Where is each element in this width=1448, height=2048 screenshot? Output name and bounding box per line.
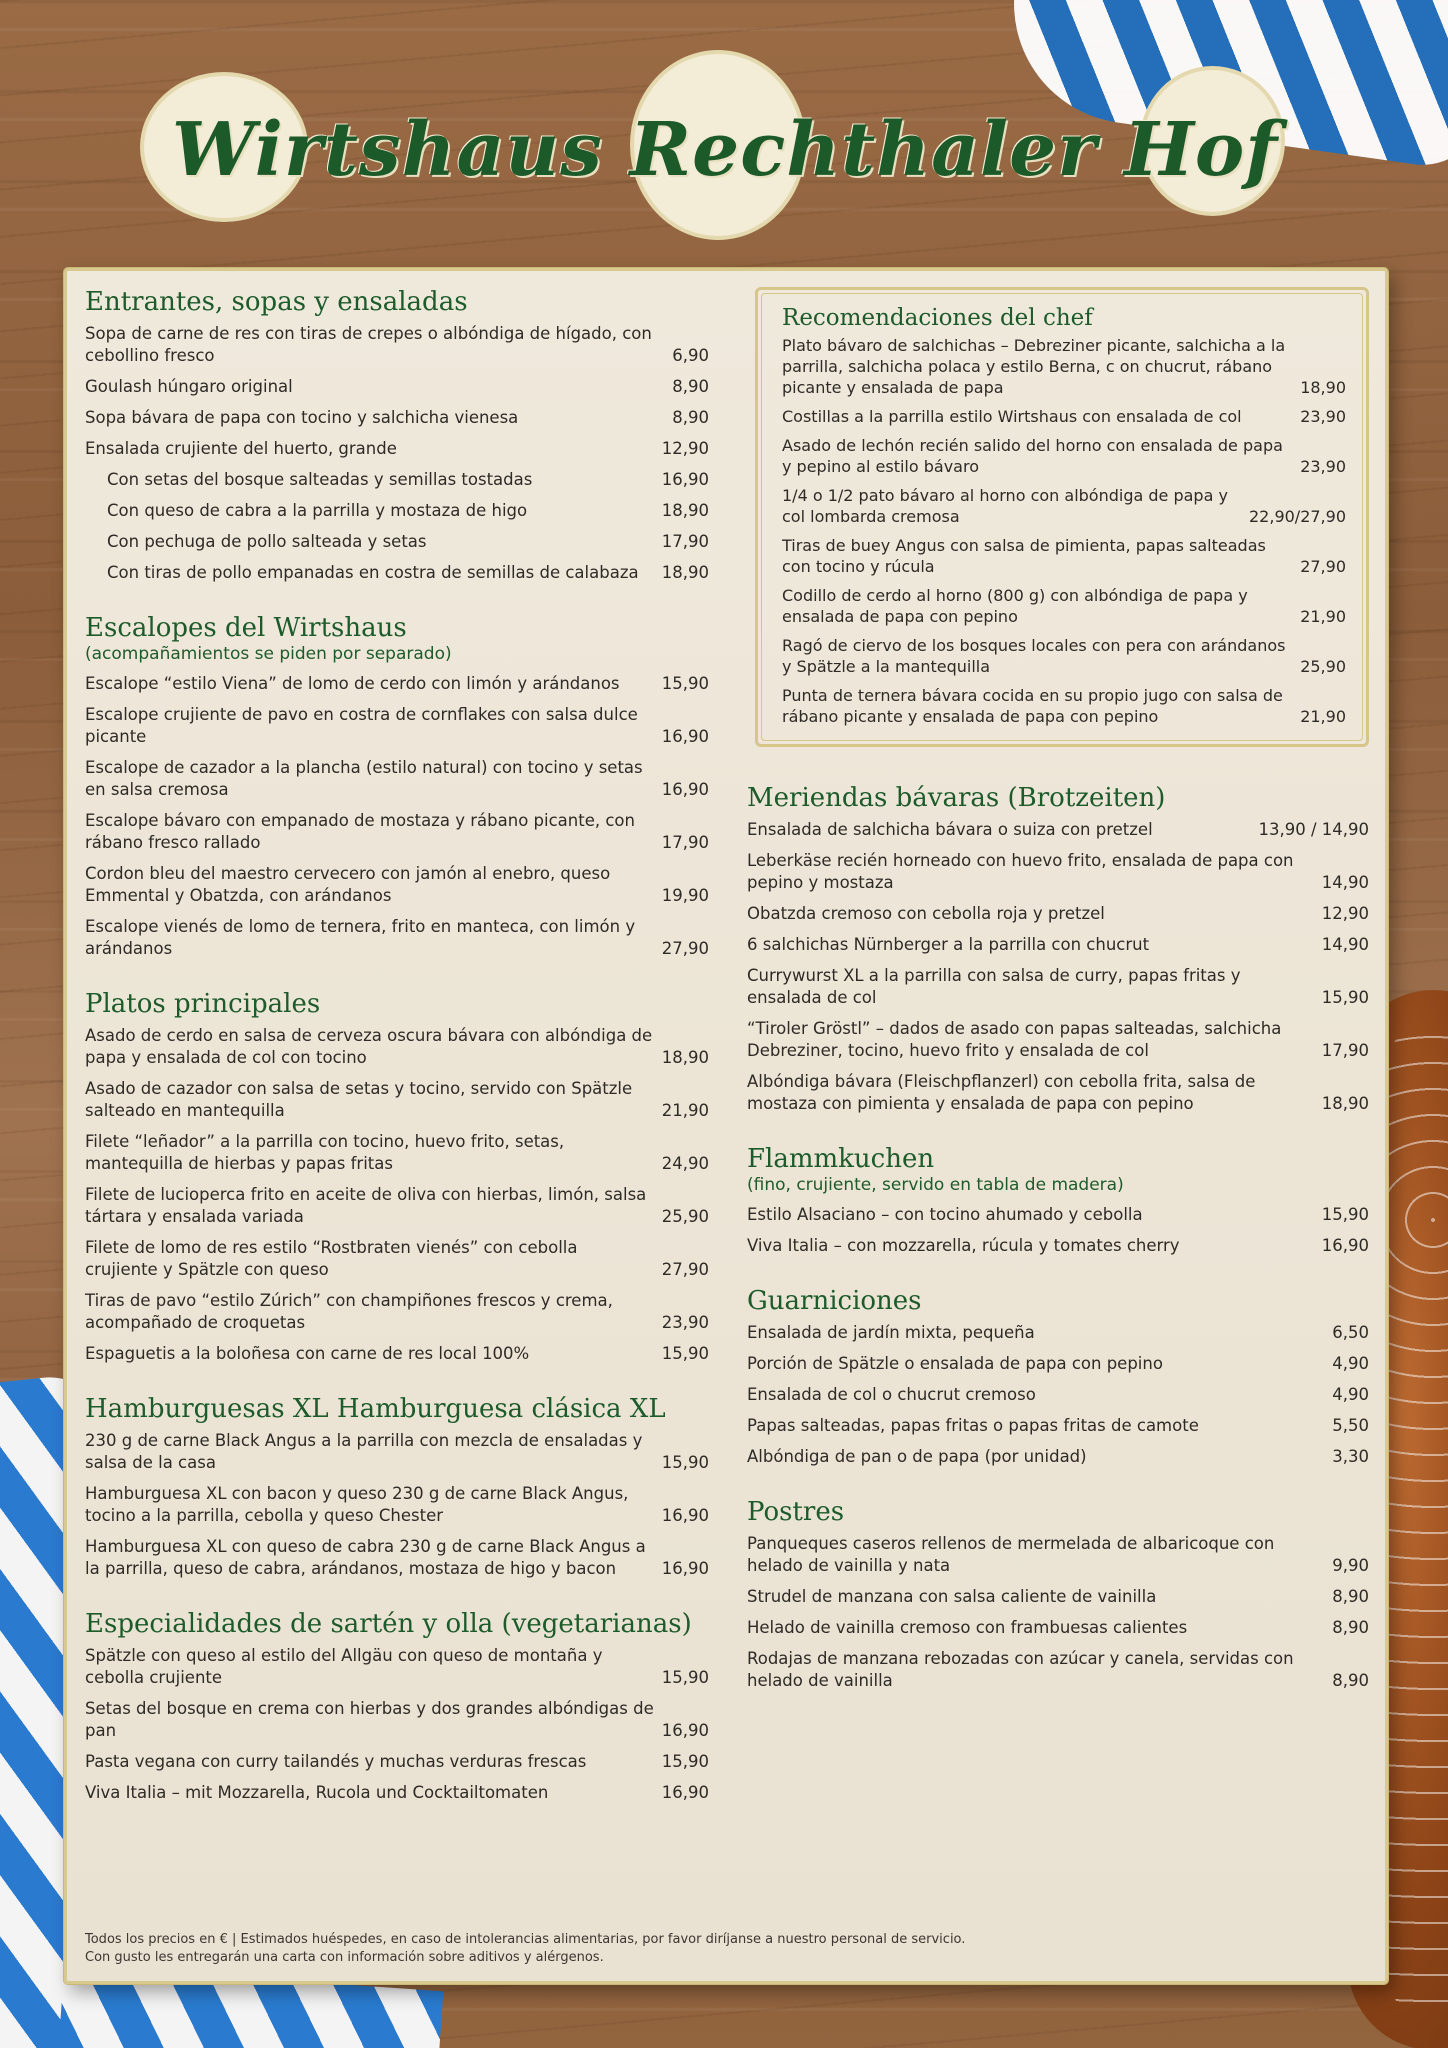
item-price: 12,90 <box>661 439 709 458</box>
menu-item <box>85 465 709 496</box>
footer-note <box>85 1931 1285 1967</box>
item-price: 19,90 <box>661 886 709 905</box>
item-description: Albóndiga de pan o de papa (por unidad) <box>747 1447 1087 1466</box>
menu-item <box>85 753 709 806</box>
menu-paper <box>64 268 1388 1984</box>
section-title: Platos principales <box>85 989 321 1019</box>
item-description: Setas del bosque en crema con hierbas y dos grandes albóndigas de pan <box>85 1699 654 1740</box>
item-price: 21,90 <box>661 1101 709 1120</box>
menu-item <box>747 1529 1369 1582</box>
section-title: Entrantes, sopas y ensaladas <box>85 287 468 317</box>
menu-item <box>747 1613 1369 1644</box>
item-description: Filete “leñador” a la parrilla con tocino, huevo frito, setas, mantequilla de hierbas y papas fritas <box>85 1132 565 1173</box>
menu-section <box>747 1284 1369 1473</box>
menu-item <box>85 496 709 527</box>
footer-line: Con gusto les entregarán una carta con información sobre aditivos y alérgenos. <box>85 1950 604 1965</box>
menu-item <box>85 372 709 403</box>
menu-item <box>85 700 709 753</box>
item-price: 13,90 / 14,90 <box>1258 820 1369 839</box>
left-column <box>85 285 709 1809</box>
item-price: 16,90 <box>661 1783 709 1802</box>
item-description: Ensalada de col o chucrut cremoso <box>747 1385 1036 1404</box>
item-description: Albóndiga bávara (Fleischpflanzerl) con cebolla frita, salsa de mostaza con pimienta y ensalada de papa con pepino <box>747 1072 1256 1113</box>
chef-recommendations-box <box>755 287 1369 747</box>
menu-item <box>85 1778 709 1809</box>
menu-item <box>85 806 709 859</box>
item-description: Ragó de ciervo de los bosques locales con pera con arándanos y Spätzle a la mantequilla <box>782 636 1286 676</box>
section-title: Recomendaciones del chef <box>782 305 1093 331</box>
item-price: 23,90 <box>1300 457 1346 476</box>
menu-item <box>85 527 709 558</box>
menu-item <box>782 582 1346 632</box>
menu-item <box>85 1339 709 1370</box>
menu-section <box>85 611 709 965</box>
item-description: Ensalada crujiente del huerto, grande <box>85 439 397 458</box>
item-price: 5,50 <box>1332 1416 1369 1435</box>
item-description: Viva Italia – con mozzarella, rúcula y tomates cherry <box>747 1236 1180 1255</box>
item-description: Obatzda cremoso con cebolla roja y pretzel <box>747 904 1105 923</box>
item-description: Asado de cerdo en salsa de cerveza oscura bávara con albóndiga de papa y ensalada de col con tocino <box>85 1026 653 1067</box>
item-price: 16,90 <box>661 780 709 799</box>
item-description: Spätzle con queso al estilo del Allgäu con queso de montaña y cebolla crujiente <box>85 1646 603 1687</box>
item-description: Viva Italia – mit Mozzarella, Rucola und Cocktailtomaten <box>85 1783 549 1802</box>
item-price: 15,90 <box>1321 988 1369 1007</box>
menu-item <box>85 319 709 372</box>
menu-item <box>782 682 1346 732</box>
item-description: Sopa bávara de papa con tocino y salchicha vienesa <box>85 408 519 427</box>
menu-item <box>85 1479 709 1532</box>
menu-item <box>747 899 1369 930</box>
section-gap <box>85 965 709 987</box>
item-price: 27,90 <box>661 1260 709 1279</box>
item-description: Asado de lechón recién salido del horno con ensalada de papa y pepino al estilo bávaro <box>782 436 1283 476</box>
menu-item <box>85 669 709 700</box>
item-description: Con tiras de pollo empanadas en costra de semillas de calabaza <box>107 563 639 582</box>
item-price: 8,90 <box>672 408 709 427</box>
item-description: Escalope bávaro con empanado de mostaza y rábano picante, con rábano fresco rallado <box>85 811 635 852</box>
item-price: 8,90 <box>672 377 709 396</box>
section-title: Flammkuchen <box>747 1144 935 1174</box>
item-description: Estilo Alsaciano – con tocino ahumado y cebolla <box>747 1205 1143 1224</box>
menu-item <box>747 1200 1369 1231</box>
section-gap <box>747 1473 1369 1495</box>
item-description: Rodajas de manzana rebozadas con azúcar y canela, servidas con helado de vainilla <box>747 1649 1294 1690</box>
menu-item <box>85 1747 709 1778</box>
item-price: 6,50 <box>1332 1323 1369 1342</box>
section-title: Escalopes del Wirtshaus <box>85 613 407 643</box>
item-price: 18,90 <box>661 563 709 582</box>
item-price: 12,90 <box>1321 904 1369 923</box>
menu-item <box>747 846 1369 899</box>
item-price: 8,90 <box>1332 1618 1369 1637</box>
menu-item <box>747 1318 1369 1349</box>
menu-item <box>782 332 1346 403</box>
item-price: 17,90 <box>1321 1041 1369 1060</box>
right-sections <box>747 781 1369 1697</box>
item-price: 24,90 <box>661 1154 709 1173</box>
menu-item <box>747 1231 1369 1262</box>
item-price: 23,90 <box>661 1313 709 1332</box>
section-subtitle: (acompañamientos se piden por separado) <box>85 644 452 664</box>
item-description: Tiras de buey Angus con salsa de pimienta, papas salteadas con tocino y rúcula <box>782 536 1266 576</box>
section-gap <box>747 1120 1369 1142</box>
item-price: 21,90 <box>1300 607 1346 626</box>
item-description: Papas salteadas, papas fritas o papas fritas de camote <box>747 1416 1199 1435</box>
menu-item <box>782 403 1346 432</box>
right-column <box>747 285 1369 1697</box>
menu-item <box>782 532 1346 582</box>
menu-item <box>747 1411 1369 1442</box>
item-price: 14,90 <box>1321 935 1369 954</box>
menu-item <box>85 1021 709 1074</box>
item-price: 9,90 <box>1332 1556 1369 1575</box>
item-price: 16,90 <box>661 1721 709 1740</box>
item-price: 16,90 <box>661 1506 709 1525</box>
menu-item <box>85 1127 709 1180</box>
item-price: 18,90 <box>1321 1094 1369 1113</box>
section-title: Postres <box>747 1497 845 1527</box>
item-description: Filete de lucioperca frito en aceite de oliva con hierbas, limón, salsa tártara y ensalada variada <box>85 1185 647 1226</box>
item-price: 15,90 <box>661 1453 709 1472</box>
menu-item <box>747 930 1369 961</box>
item-description: Currywurst XL a la parrilla con salsa de curry, papas fritas y ensalada de col <box>747 966 1241 1007</box>
item-price: 3,30 <box>1332 1447 1369 1466</box>
item-description: Codillo de cerdo al horno (800 g) con albóndiga de papa y ensalada de papa con pepino <box>782 586 1248 626</box>
item-description: Sopa de carne de res con tiras de crepes o albóndiga de hígado, con cebollino fresco <box>85 324 652 365</box>
menu-item <box>85 1426 709 1479</box>
item-description: Hamburguesa XL con bacon y queso 230 g de carne Black Angus, tocino a la parrilla, cebolla y queso Chester <box>85 1484 629 1525</box>
menu-item <box>782 632 1346 682</box>
restaurant-title: Wirtshaus Rechthaler Hof <box>171 107 1279 193</box>
menu-item <box>85 1641 709 1694</box>
section-title: Meriendas bávaras (Brotzeiten) <box>747 783 1166 813</box>
item-price: 15,90 <box>661 1668 709 1687</box>
menu-header <box>130 50 1320 250</box>
item-description: Filete de lomo de res estilo “Rostbraten vienés” con cebolla crujiente y Spätzle con queso <box>85 1238 578 1279</box>
item-description: Escalope de cazador a la plancha (estilo natural) con tocino y setas en salsa cremosa <box>85 758 643 799</box>
item-description: Goulash húngaro original <box>85 377 293 396</box>
item-price: 27,90 <box>1300 557 1346 576</box>
menu-item <box>85 1074 709 1127</box>
menu-item <box>85 1532 709 1585</box>
section-subtitle: (fino, crujiente, servido en tabla de madera) <box>747 1175 1124 1195</box>
menu-item <box>85 1233 709 1286</box>
menu-item <box>85 434 709 465</box>
menu-item <box>747 1582 1369 1613</box>
item-description: Con queso de cabra a la parrilla y mostaza de higo <box>107 501 528 520</box>
menu-section <box>747 781 1369 1120</box>
item-price: 17,90 <box>661 833 709 852</box>
item-price: 15,90 <box>661 1344 709 1363</box>
item-description: Pasta vegana con curry tailandés y muchas verduras frescas <box>85 1752 587 1771</box>
menu-item <box>85 1180 709 1233</box>
item-description: Punta de ternera bávara cocida en su propio jugo con salsa de rábano picante y ensalada de papa con pepino <box>782 686 1283 726</box>
item-description: Espaguetis a la boloñesa con carne de res local 100% <box>85 1344 530 1363</box>
menu-section <box>85 987 709 1370</box>
menu-item <box>782 482 1346 532</box>
item-price: 21,90 <box>1300 707 1346 726</box>
menu-section <box>747 1142 1369 1262</box>
item-description: Con pechuga de pollo salteada y setas <box>107 532 427 551</box>
menu-section <box>747 1495 1369 1697</box>
item-price: 15,90 <box>661 674 709 693</box>
item-price: 18,90 <box>661 501 709 520</box>
item-price: 23,90 <box>1300 407 1346 426</box>
item-description: Leberkäse recién horneado con huevo frito, ensalada de papa con pepino y mostaza <box>747 851 1294 892</box>
item-price: 16,90 <box>661 470 709 489</box>
menu-item <box>747 1014 1369 1067</box>
item-price: 15,90 <box>1321 1205 1369 1224</box>
menu-item <box>85 558 709 589</box>
menu-item <box>747 815 1369 846</box>
item-description: 6 salchichas Nürnberger a la parrilla con chucrut <box>747 935 1150 954</box>
menu-item <box>747 961 1369 1014</box>
section-title: Especialidades de sartén y olla (vegetarianas) <box>85 1609 692 1639</box>
item-description: Strudel de manzana con salsa caliente de vainilla <box>747 1587 1157 1606</box>
item-description: “Tiroler Gröstl” – dados de asado con papas salteadas, salchicha Debreziner, tocino, huevo frito y ensalada de col <box>747 1019 1282 1060</box>
item-price: 15,90 <box>661 1752 709 1771</box>
item-description: 230 g de carne Black Angus a la parrilla con mezcla de ensaladas y salsa de la casa <box>85 1431 643 1472</box>
menu-item <box>85 912 709 965</box>
section-gap <box>747 1262 1369 1284</box>
item-price: 22,90/27,90 <box>1249 507 1346 526</box>
menu-item <box>747 1349 1369 1380</box>
item-price: 16,90 <box>661 1559 709 1578</box>
menu-item <box>747 1442 1369 1473</box>
item-description: Tiras de pavo “estilo Zúrich” con champiñones frescos y crema, acompañado de croquetas <box>85 1291 613 1332</box>
item-price: 4,90 <box>1332 1385 1369 1404</box>
menu-item <box>85 1694 709 1747</box>
item-price: 25,90 <box>1300 657 1346 676</box>
item-price: 16,90 <box>1321 1236 1369 1255</box>
section-title: Hamburguesas XL Hamburguesa clásica XL <box>85 1394 666 1424</box>
section-gap <box>85 1585 709 1607</box>
item-price: 14,90 <box>1321 873 1369 892</box>
item-description: Costillas a la parrilla estilo Wirtshaus con ensalada de col <box>782 407 1242 426</box>
menu-item <box>782 432 1346 482</box>
item-price: 8,90 <box>1332 1671 1369 1690</box>
item-description: Hamburguesa XL con queso de cabra 230 g de carne Black Angus a la parrilla, queso de cabra, arándanos, mostaza de higo y bacon <box>85 1537 646 1578</box>
item-price: 18,90 <box>661 1048 709 1067</box>
menu-item <box>747 1644 1369 1697</box>
menu-item <box>85 859 709 912</box>
section-gap <box>85 1370 709 1392</box>
section-title: Guarniciones <box>747 1286 922 1316</box>
item-description: Ensalada de salchicha bávara o suiza con pretzel <box>747 820 1153 839</box>
item-description: Panqueques caseros rellenos de mermelada de albaricoque con helado de vainilla y nata <box>747 1534 1275 1575</box>
item-price: 8,90 <box>1332 1587 1369 1606</box>
menu-section <box>85 285 709 589</box>
menu-item <box>85 403 709 434</box>
item-description: Escalope vienés de lomo de ternera, frito en manteca, con limón y arándanos <box>85 917 636 958</box>
item-price: 6,90 <box>672 346 709 365</box>
footer-line: Todos los precios en € | Estimados huéspedes, en caso de intolerancias alimentarias, por favor diríjanse a nuestro personal de servicio. <box>85 1932 966 1947</box>
item-price: 27,90 <box>661 939 709 958</box>
menu-item <box>85 1286 709 1339</box>
item-description: Cordon bleu del maestro cervecero con jamón al enebro, queso Emmental y Obatzda, con arándanos <box>85 864 611 905</box>
item-price: 16,90 <box>661 727 709 746</box>
section-gap <box>85 589 709 611</box>
item-price: 18,90 <box>1300 378 1346 397</box>
item-price: 4,90 <box>1332 1354 1369 1373</box>
item-price: 25,90 <box>661 1207 709 1226</box>
item-description: Plato bávaro de salchichas – Debreziner picante, salchicha a la parrilla, salchicha polaca y estilo Berna, c on chucrut, rábano picante y ensalada de papa <box>782 336 1286 397</box>
menu-section <box>85 1392 709 1585</box>
item-description: Con setas del bosque salteadas y semillas tostadas <box>107 470 533 489</box>
item-description: 1/4 o 1/2 pato bávaro al horno con albóndiga de papa y col lombarda cremosa <box>782 486 1228 526</box>
item-price: 17,90 <box>661 532 709 551</box>
item-description: Escalope crujiente de pavo en costra de cornflakes con salsa dulce picante <box>85 705 638 746</box>
item-description: Escalope “estilo Viena” de lomo de cerdo con limón y arándanos <box>85 674 620 693</box>
item-description: Porción de Spätzle o ensalada de papa con pepino <box>747 1354 1163 1373</box>
menu-item <box>747 1067 1369 1120</box>
menu-section <box>85 1607 709 1809</box>
menu-item <box>747 1380 1369 1411</box>
item-description: Ensalada de jardín mixta, pequeña <box>747 1323 1035 1342</box>
item-description: Helado de vainilla cremoso con frambuesas calientes <box>747 1618 1188 1637</box>
item-description: Asado de cazador con salsa de setas y tocino, servido con Spätzle salteado en mantequilla <box>85 1079 633 1120</box>
